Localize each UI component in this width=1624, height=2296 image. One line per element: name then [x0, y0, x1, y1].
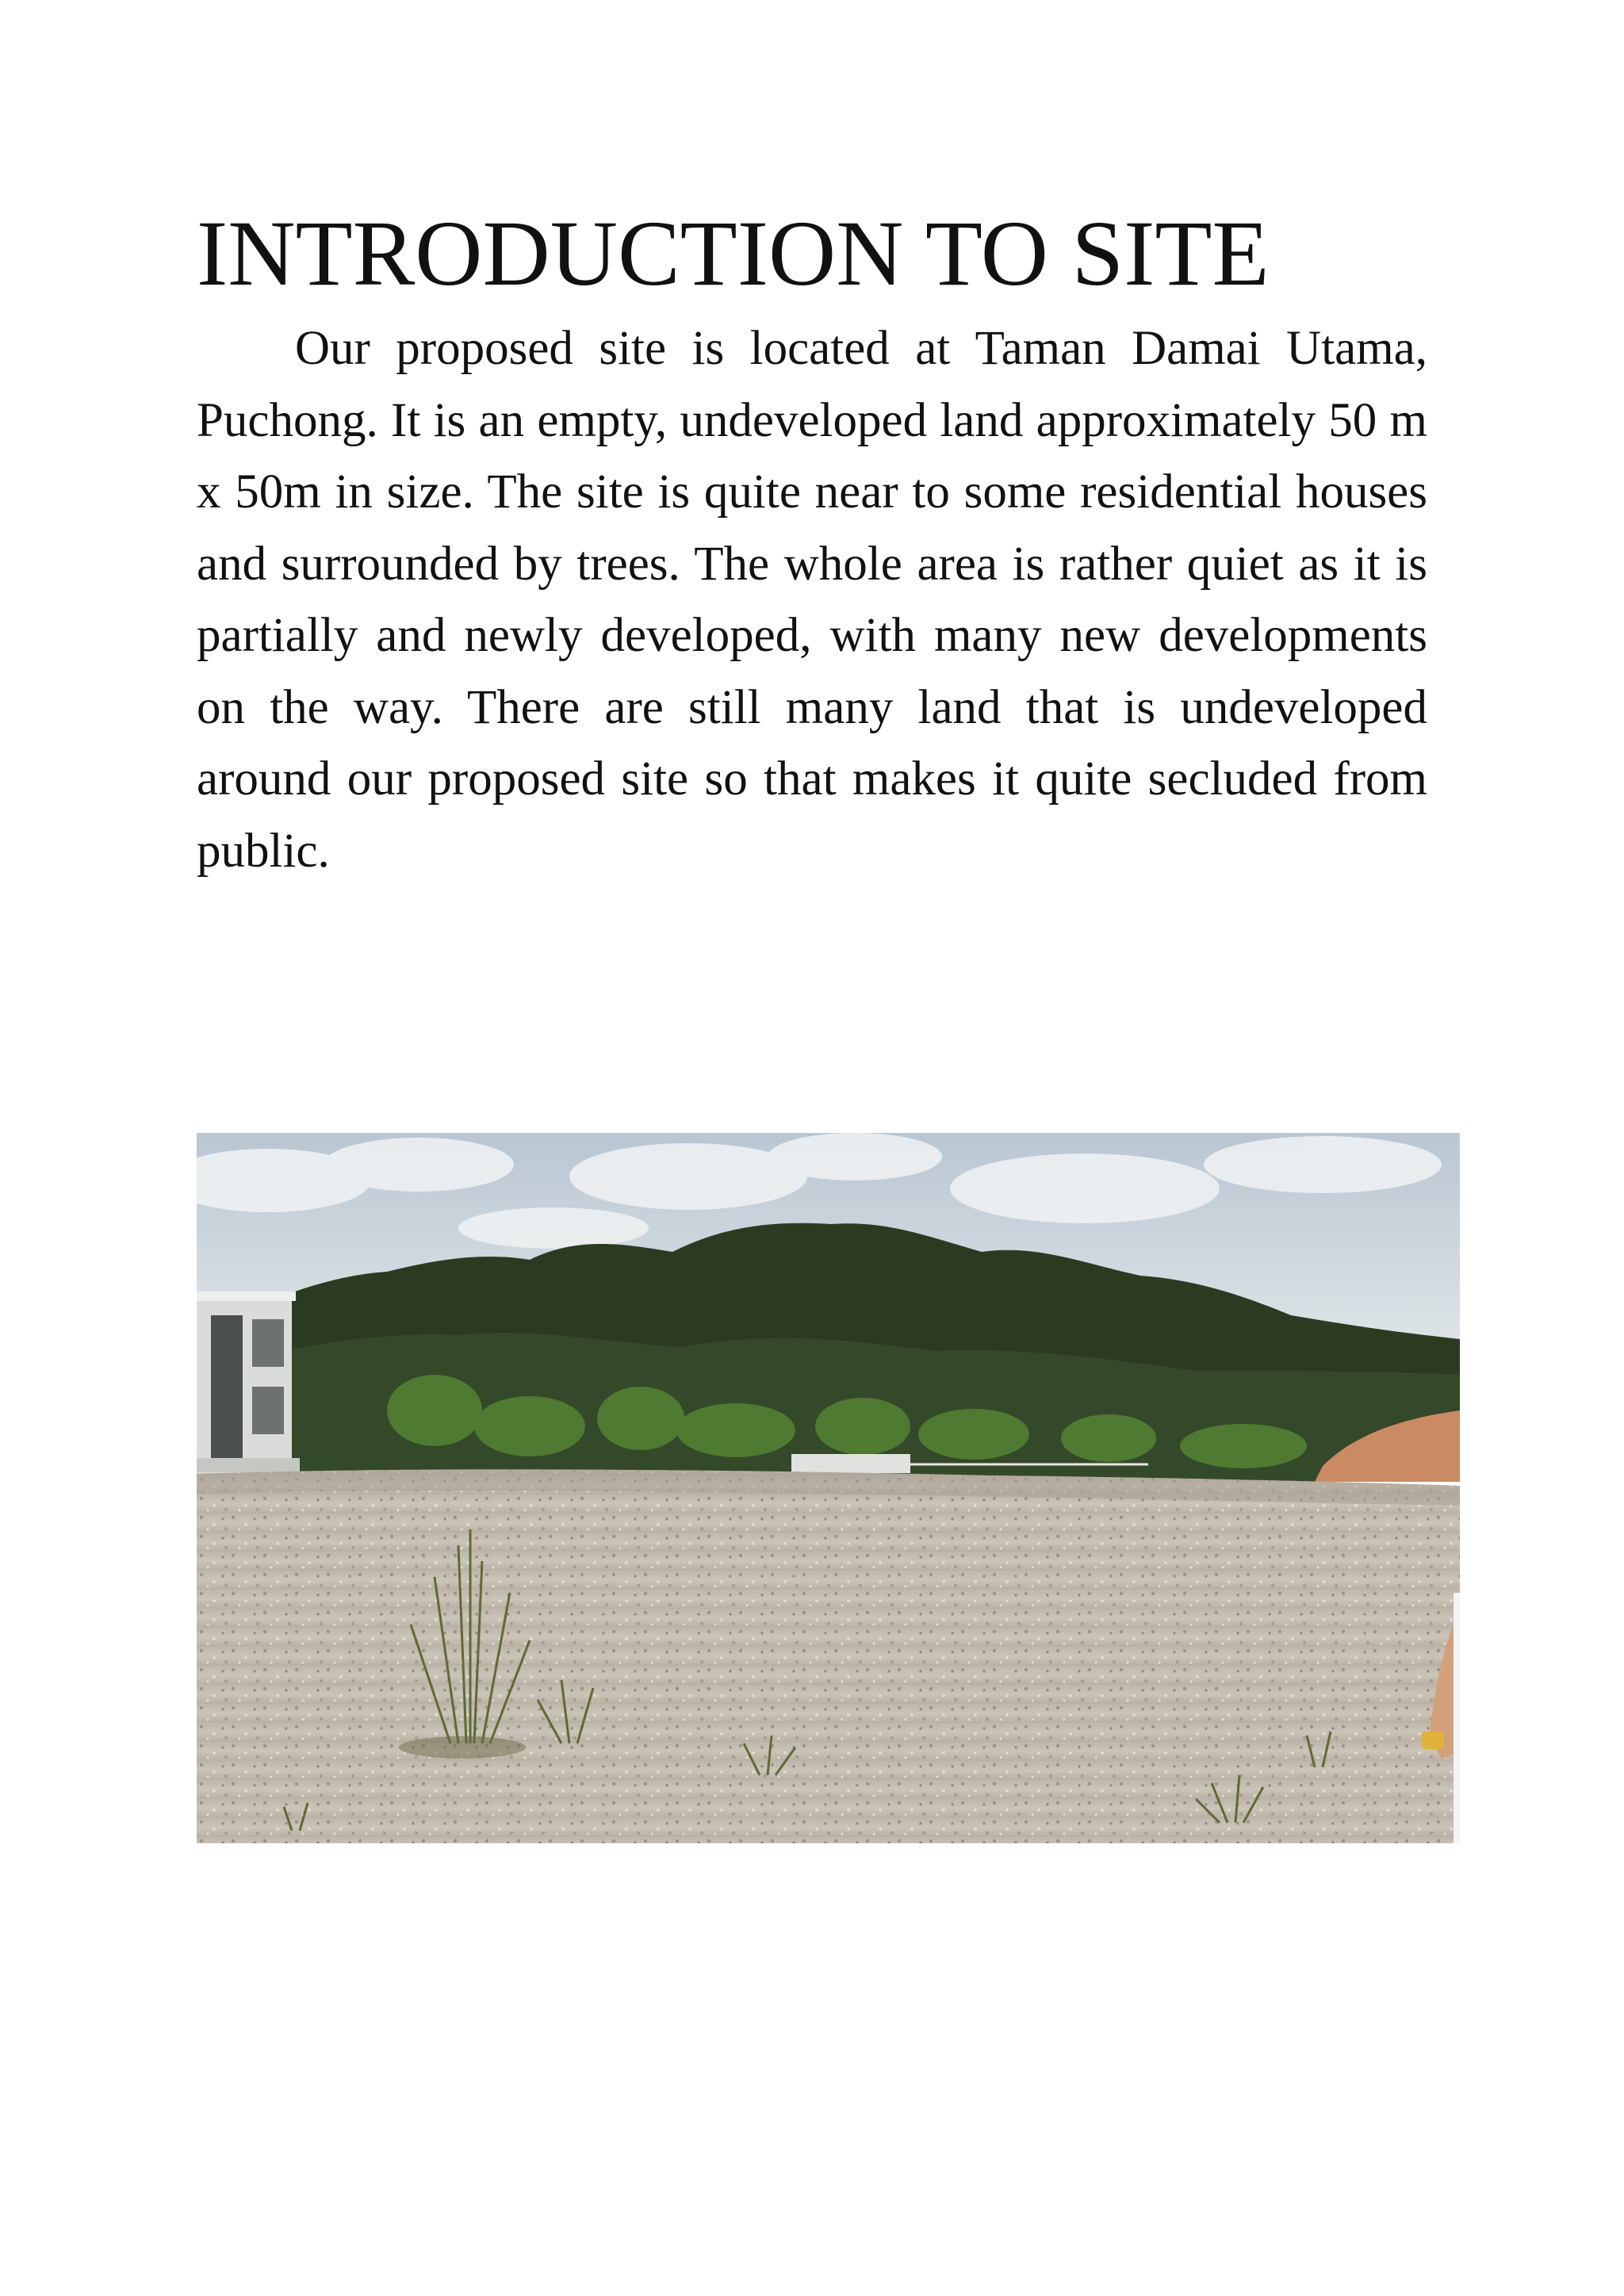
page-title: INTRODUCTION TO SITE — [197, 201, 1270, 305]
photo-building — [197, 1292, 300, 1474]
site-description-paragraph: Our proposed site is located at Taman Damai Utama, Puchong. It is an empty, undeveloped land approximately 50 m x 50m in size. The site is quite near to some residential houses and surrounded by trees. The whole area is rather quiet as it is partially and newly developed, with many new developments on the way. There are still many land that is undeveloped around our proposed site so that makes it quite secluded from public. — [197, 322, 1427, 878]
photo-fence — [791, 1454, 910, 1473]
photo-ground — [197, 1469, 1460, 1843]
site-photo — [197, 1133, 1460, 1843]
